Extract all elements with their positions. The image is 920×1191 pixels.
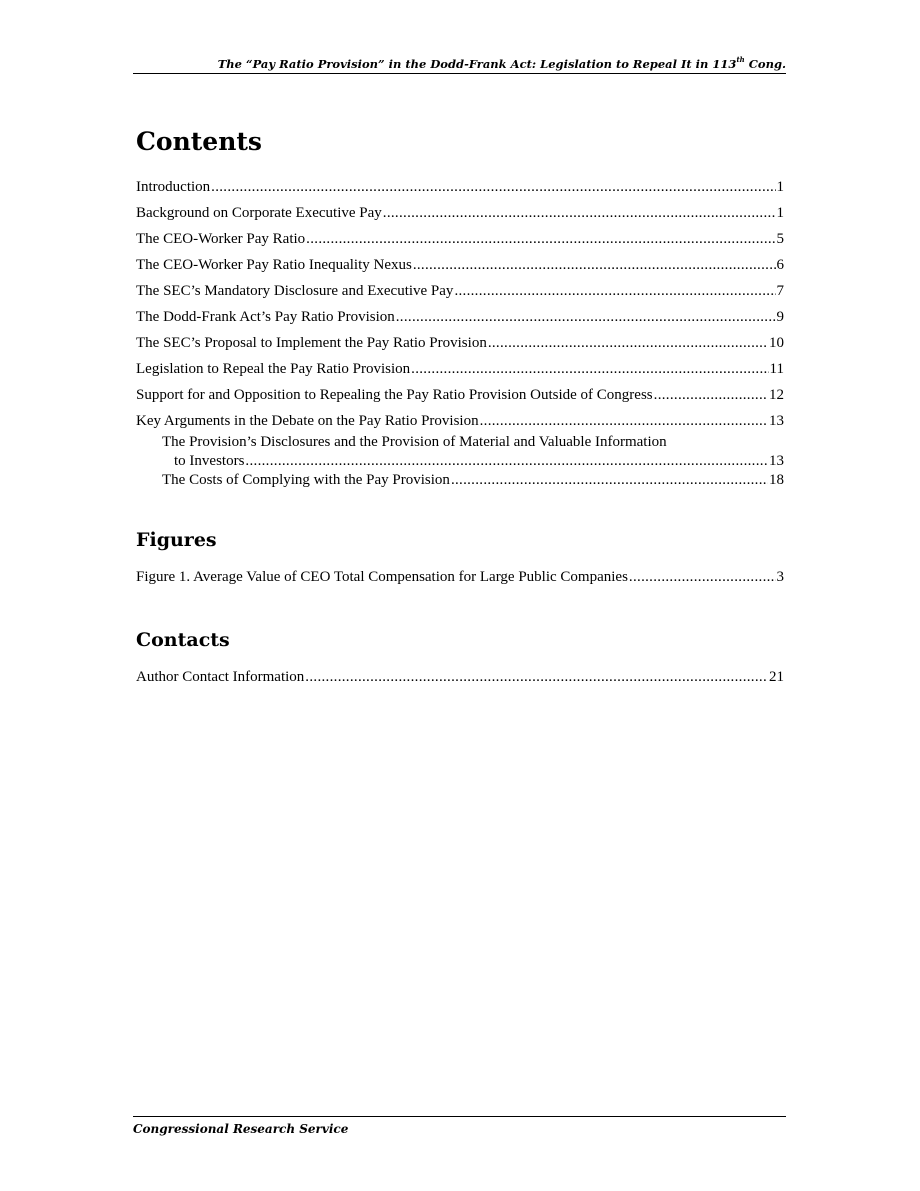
toc-entry-title: Background on Corporate Executive Pay — [136, 205, 382, 221]
toc-page-number: 12 — [769, 387, 784, 403]
toc-page-number: 21 — [769, 669, 784, 685]
toc-entry-inequality-nexus[interactable] — [136, 255, 784, 275]
figures-heading: Figures — [136, 529, 217, 551]
toc-leader-dots — [396, 307, 776, 327]
footer-text: Congressional Research Service — [133, 1122, 349, 1136]
toc-entry-background[interactable] — [136, 203, 784, 223]
toc-entry-title: Key Arguments in the Debate on the Pay Ratio Provision — [136, 413, 479, 429]
toc-entry-title: The Costs of Complying with the Pay Provision — [162, 472, 450, 488]
running-header-suffix: Cong. — [744, 57, 786, 71]
toc-entry-key-arguments[interactable] — [136, 411, 784, 431]
toc-leader-dots — [411, 359, 768, 379]
contacts-heading: Contacts — [136, 629, 230, 651]
toc-entry-pay-ratio[interactable] — [136, 229, 784, 249]
contents-heading: Contents — [136, 127, 263, 156]
toc-subentry-disclosures[interactable] — [174, 451, 784, 471]
toc-entry-legislation-repeal[interactable] — [136, 359, 784, 379]
toc-subentry-compliance-costs[interactable] — [162, 470, 784, 490]
toc-page-number: 6 — [776, 257, 784, 273]
running-header — [133, 56, 786, 74]
toc-leader-dots — [629, 567, 776, 587]
toc-page-number: 1 — [776, 205, 784, 221]
toc-page-number: 10 — [769, 335, 784, 351]
toc-entry-title: Support for and Opposition to Repealing the Pay Ratio Provision Outside of Congress — [136, 387, 653, 403]
toc-entry-title: to Investors — [174, 453, 245, 469]
toc-entry-support-opposition[interactable] — [136, 385, 784, 405]
toc-entry-figure-1[interactable] — [136, 567, 784, 587]
toc-entry-dodd-frank-provision[interactable] — [136, 307, 784, 327]
toc-leader-dots — [480, 411, 768, 431]
toc-entry-title: The CEO-Worker Pay Ratio — [136, 231, 306, 247]
toc-subentry-disclosures-line1[interactable]: The Provision’s Disclosures and the Provision of Material and Valuable Information — [162, 434, 667, 450]
toc-leader-dots — [413, 255, 776, 275]
running-header-superscript: th — [736, 55, 745, 64]
toc-entry-introduction[interactable] — [136, 177, 784, 197]
toc-page-number: 9 — [776, 309, 784, 325]
page-footer — [133, 1116, 786, 1137]
toc-entry-sec-disclosure[interactable] — [136, 281, 784, 301]
toc-page-number: 13 — [769, 413, 784, 429]
toc-page-number: 5 — [776, 231, 784, 247]
toc-leader-dots — [654, 385, 768, 405]
toc-entry-title: Introduction — [136, 179, 211, 195]
toc-entry-title: Author Contact Information — [136, 669, 305, 685]
toc-entry-title: The SEC’s Proposal to Implement the Pay Ratio Provision — [136, 335, 487, 351]
toc-entry-author-contact[interactable] — [136, 667, 784, 687]
toc-leader-dots — [454, 281, 775, 301]
toc-page-number: 7 — [776, 283, 784, 299]
toc-entry-title: Figure 1. Average Value of CEO Total Compensation for Large Public Companies — [136, 569, 628, 585]
toc-page-number: 11 — [769, 361, 784, 377]
toc-entry-title: Legislation to Repeal the Pay Ratio Provision — [136, 361, 411, 377]
toc-page-number: 13 — [769, 453, 784, 469]
toc-entry-title: The CEO-Worker Pay Ratio Inequality Nexus — [136, 257, 412, 273]
toc-leader-dots — [451, 470, 768, 490]
toc-entry-title: The Dodd-Frank Act’s Pay Ratio Provision — [136, 309, 395, 325]
toc-entry-sec-proposal[interactable] — [136, 333, 784, 353]
toc-leader-dots — [305, 667, 768, 687]
toc-page-number: 18 — [769, 472, 784, 488]
toc-leader-dots — [488, 333, 768, 353]
toc-page-number: 3 — [776, 569, 784, 585]
toc-leader-dots — [211, 177, 775, 197]
toc-leader-dots — [383, 203, 776, 223]
running-header-title: The “Pay Ratio Provision” in the Dodd-Frank Act: Legislation to Repeal It in 113 — [217, 57, 737, 71]
toc-entry-title: The SEC’s Mandatory Disclosure and Executive Pay — [136, 283, 454, 299]
toc-page-number: 1 — [776, 179, 784, 195]
toc-leader-dots — [306, 229, 775, 249]
toc-leader-dots — [245, 451, 768, 471]
